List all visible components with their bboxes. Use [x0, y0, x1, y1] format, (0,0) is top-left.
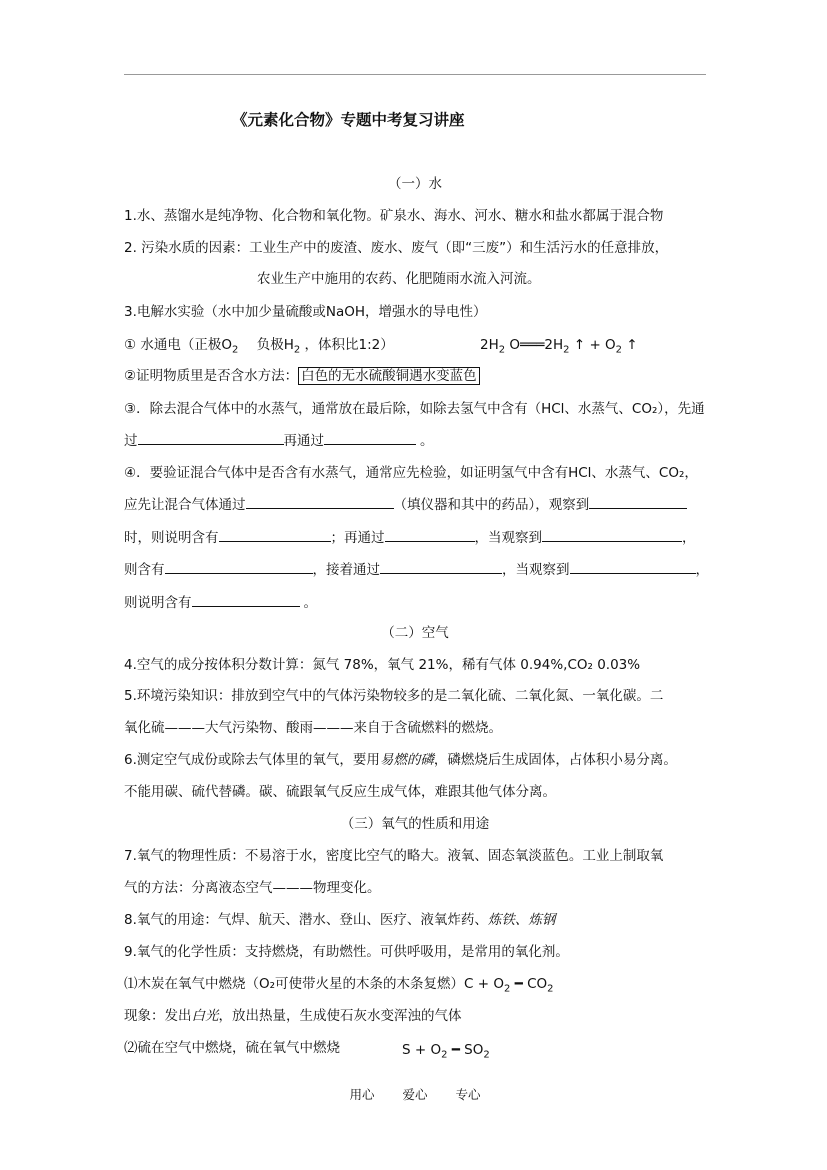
- header-rule: [124, 74, 706, 75]
- text: 则说明含有: [124, 595, 192, 611]
- item-3-sub4-line3: [124, 527, 696, 548]
- subscript: 2: [563, 344, 570, 356]
- text: ，磷燃烧后生成固体，占体积小易分离。: [433, 752, 677, 768]
- item-7: 7.氧气的物理性质：不易溶于水，密度比空气的略大。液氧、固态氧淡蓝色。工业上制取氧: [124, 848, 664, 864]
- footer-word: 爱心: [402, 1087, 428, 1102]
- eq-part: ━ SO: [447, 1042, 484, 1058]
- eq-part: ↑: [622, 337, 638, 353]
- text: 应先让混合气体通过: [124, 497, 246, 513]
- fill-blank[interactable]: [570, 559, 696, 574]
- subscript: 2: [547, 983, 554, 995]
- text: 过: [124, 433, 138, 449]
- item-5: 5.环境污染知识：排放到空气中的气体污染物较多的是二氧化硫、二氧化氮、一氧化碳。二: [124, 688, 664, 704]
- fill-blank[interactable]: [219, 527, 331, 542]
- electrolysis-text-a: ① 水通电（正极O: [124, 337, 233, 353]
- text: 。: [303, 595, 317, 611]
- text: ⑴木炭在氧气中燃烧（O₂可使带火星的木条的木条复燃）C + O: [124, 976, 504, 992]
- item-2: 2. 污染水质的因素：工业生产中的废渣、废水、废气（即“三废”）和生活污水的任意排放，: [124, 240, 669, 256]
- item-3-sub2: [124, 366, 480, 386]
- item-9-sub2: ⑵硫在空气中燃烧，硫在氧气中燃烧: [124, 1040, 340, 1056]
- eq-part: O═══2H: [505, 337, 564, 353]
- item-3-sub4-line4: [124, 559, 709, 580]
- subscript: 2: [498, 344, 506, 356]
- fill-blank[interactable]: [165, 559, 313, 574]
- prove-water-text: ②证明物质里是否含水方法：: [124, 368, 299, 384]
- text: 再通过: [283, 433, 324, 449]
- fill-blank[interactable]: [380, 559, 502, 574]
- footer-word: 用心: [349, 1087, 375, 1102]
- fill-blank[interactable]: [192, 592, 300, 607]
- fill-blank[interactable]: [246, 494, 394, 509]
- text: 时，则说明含有: [124, 530, 219, 546]
- electrolysis-equation: [480, 335, 638, 361]
- text: 现象：发出: [124, 1008, 192, 1024]
- text: 6.测定空气成份或除去气体里的氧气，要用: [124, 752, 380, 768]
- text: ，当观察到: [474, 530, 542, 546]
- page-footer: [124, 1085, 706, 1103]
- sulfur-equation: [402, 1040, 490, 1066]
- section-heading-oxygen: （三）氧气的性质和用途: [340, 816, 490, 832]
- fill-blank[interactable]: [324, 430, 416, 445]
- text: ，当观察到: [502, 562, 570, 578]
- text: ，: [695, 562, 709, 578]
- text: 。: [420, 433, 434, 449]
- fill-blank[interactable]: [385, 527, 475, 542]
- fill-blank[interactable]: [542, 527, 682, 542]
- electrolysis-text-c: ，体积比1:2）: [304, 337, 394, 353]
- section-heading-water: （一）水: [388, 176, 442, 192]
- text: ，放出热量，生成使石灰水变浑浊的气体: [218, 1008, 462, 1024]
- italic-text: 白光: [191, 1008, 219, 1024]
- item-4: 4.空气的成分按体积分数计算：氮气 78%，氧气 21%，稀有气体 0.94%,CO₂ 0.03%: [124, 657, 641, 673]
- italic-text: 易燃的磷: [379, 752, 434, 768]
- text: 8.氧气的用途：气焊、航天、潜水、登山、医疗、液氧炸药、: [124, 912, 488, 928]
- subscript: 2: [232, 344, 239, 356]
- item-9: 9.氧气的化学性质：支持燃烧，有助燃性。可供呼吸用，是常用的氧化剂。: [124, 944, 569, 960]
- subscript: 2: [615, 344, 623, 356]
- text: ，: [682, 530, 696, 546]
- item-3-sub4-line2: [124, 494, 687, 515]
- page-title: 《元素化合物》专题中考复习讲座: [232, 111, 465, 129]
- text: （填仪器和其中的药品），观察到: [393, 497, 590, 513]
- answer-box: 白色的无水硫酸铜遇水变蓝色: [298, 367, 480, 385]
- subscript: 2: [483, 1049, 490, 1061]
- text: ；再通过: [330, 530, 385, 546]
- item-3-sub3: ③．除去混合气体中的水蒸气，通常放在最后除，如除去氢气中含有（HCl、水蒸气、CO₂），先通: [124, 401, 705, 417]
- eq-part: S + O: [402, 1042, 442, 1058]
- text: 则含有: [124, 562, 165, 578]
- subscript: 2: [293, 344, 301, 356]
- italic-text: 炼铁、炼钢: [487, 912, 556, 928]
- item-6-continued: 不能用碳、硫代替磷。碳、硫跟氧气反应生成气体，难跟其他气体分离。: [124, 784, 556, 800]
- item-1: 1.水、蒸馏水是纯净物、化合物和氧化物。矿泉水、海水、河水、糖水和盐水都属于混合物: [124, 208, 664, 224]
- item-9-sub1: [124, 974, 554, 1000]
- eq-part: ↑ + O: [569, 337, 616, 353]
- text: ，接着通过: [312, 562, 380, 578]
- fill-blank[interactable]: [589, 494, 687, 509]
- item-3-sub1: [124, 335, 394, 361]
- item-9-phenomenon: [124, 1006, 462, 1026]
- item-3: 3.电解水实验（水中加少量硫酸或NaOH，增强水的导电性）: [124, 304, 487, 320]
- item-2-continued: 农业生产中施用的农药、化肥随雨水流入河流。: [257, 271, 541, 287]
- footer-word: 专心: [455, 1087, 481, 1102]
- item-6: [124, 750, 677, 770]
- eq-part: 2H: [480, 337, 499, 353]
- item-3-sub4-line5: [124, 592, 317, 613]
- item-7-continued: 气的方法：分离液态空气———物理变化。: [124, 880, 381, 896]
- electrolysis-text-b: 负极H: [256, 337, 294, 353]
- subscript: 2: [441, 1049, 448, 1061]
- item-8: [124, 910, 555, 930]
- text: ━ CO: [510, 976, 548, 992]
- item-3-sub4: ④．要验证混合气体中是否含有水蒸气，通常应先检验，如证明氢气中含有HCl、水蒸气、CO₂，: [124, 465, 698, 481]
- section-heading-air: （二）空气: [381, 625, 449, 641]
- fill-blank[interactable]: [138, 430, 284, 445]
- subscript: 2: [503, 983, 511, 995]
- item-5-continued: 氧化硫———大气污染物、酸雨———来自于含硫燃料的燃烧。: [124, 720, 502, 736]
- item-3-sub3-continued: [124, 430, 434, 451]
